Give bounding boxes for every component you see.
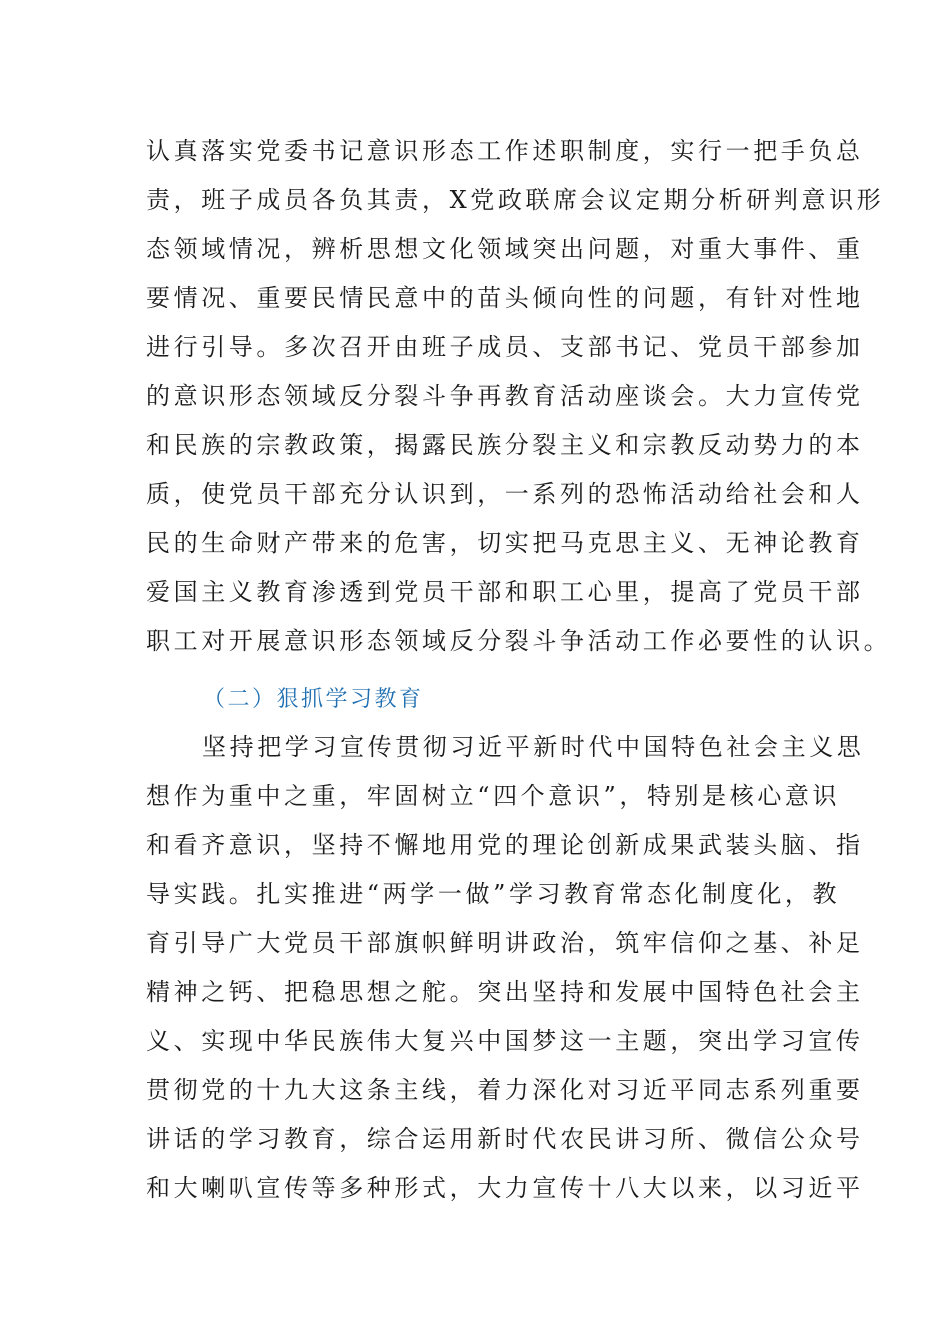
paragraph-line: 进行引导。多次召开由班子成员、支部书记、党员干部参加 xyxy=(146,333,864,361)
paragraph-1 xyxy=(146,127,892,666)
paragraph-line: 和大喇叭宣传等多种形式，大力宣传十八大以来，以习近平 xyxy=(146,1174,864,1202)
paragraph-line: 和民族的宗教政策，揭露民族分裂主义和宗教反动势力的本 xyxy=(146,431,864,459)
paragraph-line: 质，使党员干部充分认识到，一系列的恐怖活动给社会和人 xyxy=(146,480,864,508)
paragraph-line: 爱国主义教育渗透到党员干部和职工心里，提高了党员干部 xyxy=(146,578,864,606)
paragraph-line: 想作为重中之重，牢固树立“四个意识”，特别是核心意识 xyxy=(146,782,841,810)
paragraph-line: 坚持把学习宣传贯彻习近平新时代中国特色社会主义思 xyxy=(202,733,865,761)
paragraph-line: 育引导广大党员干部旗帜鲜明讲政治，筑牢信仰之基、补足 xyxy=(146,929,864,957)
paragraph-line: 贯彻党的十九大这条主线，着力深化对习近平同志系列重要 xyxy=(146,1076,864,1104)
paragraph-line: 认真落实党委书记意识形态工作述职制度，实行一把手负总 xyxy=(146,137,864,165)
paragraph-line: 民的生命财产带来的危害，切实把马克思主义、无神论教育 xyxy=(146,529,864,557)
paragraph-line: 职工对开展意识形态领域反分裂斗争活动工作必要性的认识。 xyxy=(146,627,892,655)
paragraph-line: 讲话的学习教育，综合运用新时代农民讲习所、微信公众号 xyxy=(146,1125,864,1153)
paragraph-line: 态领域情况，辨析思想文化领域突出问题，对重大事件、重 xyxy=(146,235,864,263)
paragraph-line: 要情况、重要民情民意中的苗头倾向性的问题，有针对性地 xyxy=(146,284,864,312)
paragraph-line: 和看齐意识，坚持不懈地用党的理论创新成果武装头脑、指 xyxy=(146,831,864,859)
paragraph-2 xyxy=(146,723,865,1213)
section-heading: （二）狠抓学习教育 xyxy=(203,687,424,712)
paragraph-line: 责，班子成员各负其责，X党政联席会议定期分析研判意识形 xyxy=(146,186,885,214)
paragraph-line: 精神之钙、把稳思想之舵。突出坚持和发展中国特色社会主 xyxy=(146,978,864,1006)
paragraph-line: 的意识形态领域反分裂斗争再教育活动座谈会。大力宣传党 xyxy=(146,382,864,410)
paragraph-line: 义、实现中华民族伟大复兴中国梦这一主题，突出学习宣传 xyxy=(146,1027,864,1055)
paragraph-line: 导实践。扎实推进“两学一做”学习教育常态化制度化，教 xyxy=(146,880,841,908)
